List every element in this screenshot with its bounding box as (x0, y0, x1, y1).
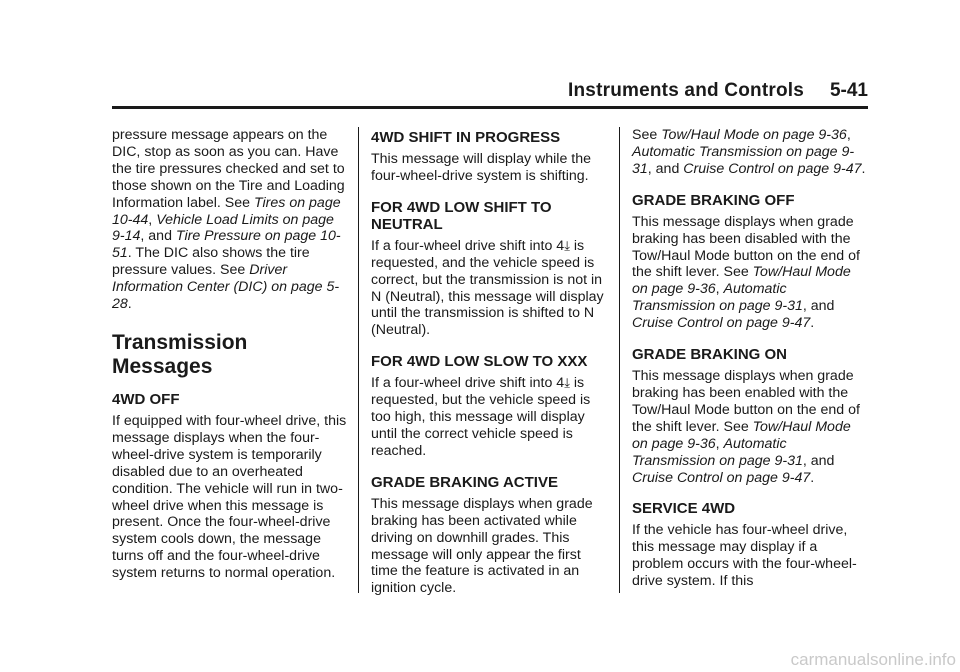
xref-tow-haul[interactable]: Tow/Haul Mode on page 9-36 (661, 127, 847, 143)
xref-tow-haul[interactable]: Tow/Haul Mode on page 9-36 (632, 418, 851, 452)
page-number: 5-41 (829, 80, 868, 101)
heading-grade-braking-off: GRADE BRAKING OFF (632, 191, 795, 209)
column-divider (619, 127, 620, 593)
heading-low-slow: FOR 4WD LOW SLOW TO XXX (371, 353, 588, 371)
heading-transmission-messages: Transmission Messages (112, 330, 248, 378)
xref-cruise-control[interactable]: Cruise Control on page 9-47 (632, 315, 811, 332)
paragraph-grade-braking-off: This message displays when grade braking has been disabled with the Tow/Haul Mode button on the end of the shift lever. See Tow/Haul Mode on page 9-36, Automatic Transmission on page 9-31, and Cruise Control on page 9-47. (632, 213, 860, 332)
paragraph-grade-braking-on: This message displays when grade braking has been enabled with the Tow/Haul Mode button on the end of the shift lever. See Tow/Haul Mode on page 9-36, Automatic Transmission on page 9-31, and Cruise Control on page 9-47. (632, 368, 860, 486)
column-divider (358, 127, 359, 593)
page-header (112, 80, 868, 104)
paragraph-low-slow: If a four-wheel drive shift into 4⤓ is requested, but the vehicle speed is too high, this message will display until the correct vehicle speed is reached. (371, 375, 591, 459)
xref-automatic-transmission[interactable]: Automatic Transmission on page 9-31 (632, 143, 855, 177)
low-range-arrow-icon: ⤓ (564, 237, 570, 253)
heading-shift-to-neutral: FOR 4WD LOW SHIFT TO NEUTRAL (371, 198, 552, 233)
heading-4wd-off: 4WD OFF (112, 390, 180, 408)
paragraph-service-4wd: If the vehicle has four-wheel drive, this message may display if a problem occurs with the four-wheel-drive system. If this (632, 522, 857, 590)
column-2 (371, 127, 607, 607)
column-3 (632, 127, 868, 600)
xref-vehicle-load-limits[interactable]: Vehicle Load Limits on page 9-14 (112, 211, 334, 245)
paragraph-grade-braking-active: This message displays when grade braking has been activated while driving on downhill grades. This message will only appear the first time the feature is activated in an ignition cycle. (371, 495, 593, 597)
xref-tow-haul[interactable]: Tow/Haul Mode on page 9-36 (632, 264, 851, 298)
xref-cruise-control[interactable]: Cruise Control on page 9-47 (632, 469, 811, 486)
xref-cruise-control[interactable]: Cruise Control on page 9-47 (683, 160, 862, 177)
xref-tire-pressure[interactable]: Tire Pressure on page 10-51 (112, 228, 341, 262)
paragraph-4wd-shift: This message will display while the four-wheel-drive system is shifting. (371, 151, 591, 184)
heading-service-4wd: SERVICE 4WD (632, 500, 736, 518)
xref-dic[interactable]: Driver Information Center (DIC) on page 5-28 (112, 262, 340, 313)
heading-grade-braking-active: GRADE BRAKING ACTIVE (371, 473, 558, 491)
xref-tires[interactable]: Tires on page 10-44 (112, 194, 341, 228)
paragraph-shift-to-neutral: If a four-wheel drive shift into 4⤓ is requested, and the vehicle speed is correct, but the transmission is not in N (Neutral), this message will display until the transmission is shifted to N (Neutral). (371, 237, 604, 339)
watermark: carmanualsonline.info (790, 650, 956, 669)
paragraph-4wd-off: If equipped with four-wheel drive, this message displays when the four-wheel-drive system is temporarily disabled due to an overheated condition. The vehicle will run in two-wheel drive when this message is present. Once the four-wheel-drive system cools down, the message turns off and the four-wheel-drive system returns to normal operation. (112, 412, 347, 582)
xref-automatic-transmission[interactable]: Automatic Transmission on page 9-31 (632, 281, 803, 315)
low-range-arrow-icon: ⤓ (564, 375, 570, 391)
column-1 (112, 127, 348, 592)
heading-grade-braking-on: GRADE BRAKING ON (632, 346, 788, 364)
paragraph-see-refs: See Tow/Haul Mode on page 9-36, Automatic Transmission on page 9-31, and Cruise Control on page 9-47. (632, 127, 866, 177)
section-title: Instruments and Controls (568, 80, 804, 101)
xref-automatic-transmission[interactable]: Automatic Transmission on page 9-31 (632, 435, 803, 469)
heading-4wd-shift-in-progress: 4WD SHIFT IN PROGRESS (371, 129, 561, 146)
paragraph-tire-pressure: pressure message appears on the DIC, stop as soon as you can. Have the tire pressures checked and set to those shown on the Tire and Loading Information label. See Tires on page 10-44, Vehicle Load Limits on page 9-14, and Tire Pressure on page 10-51. The DIC also shows the tire pressure values. See Driver Information Center (DIC) on page 5-28. (112, 127, 345, 313)
header-rule (112, 106, 868, 109)
